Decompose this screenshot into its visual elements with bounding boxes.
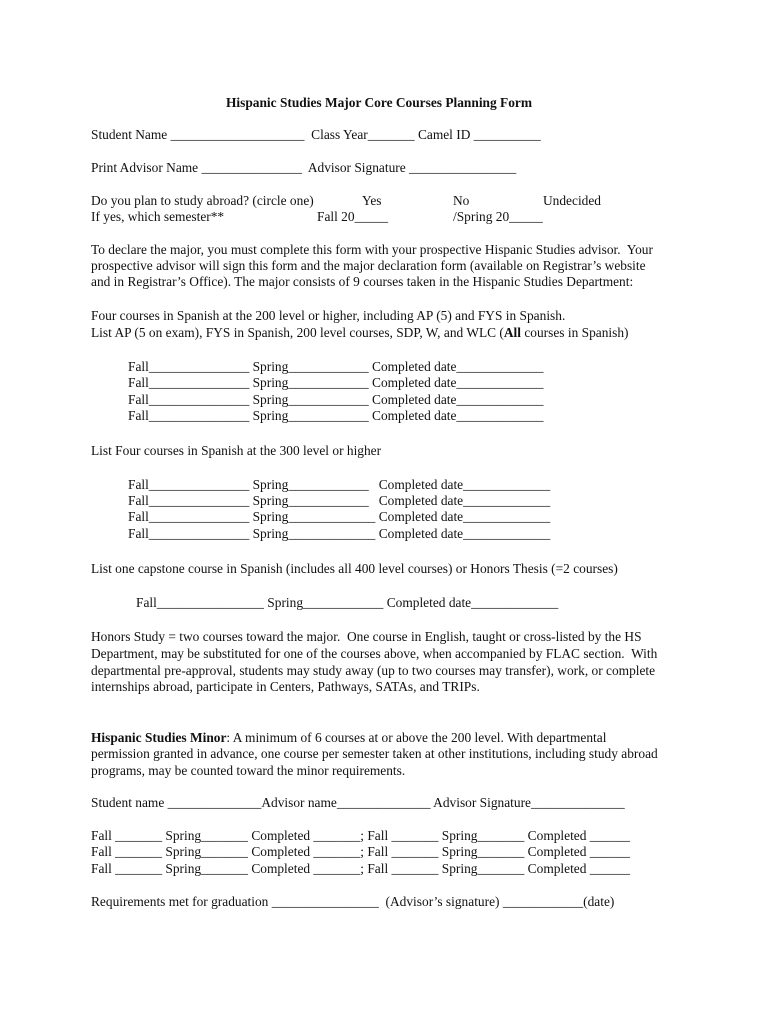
level-200-row: Fall_______________ Spring____________ Completed date_____________ [128, 392, 544, 407]
minor-course-row: Fall _______ Spring_______ Completed _______; Fall _______ Spring_______ Completed ______ [91, 844, 630, 859]
intro-line-1: To declare the major, you must complete this form with your prospective Hispanic Studies advisor. Your [91, 242, 653, 257]
level-200-instructions-bold: All [503, 325, 521, 340]
abroad-question: Do you plan to study abroad? (circle one) [91, 193, 314, 208]
requirements-line: Requirements met for graduation ________________ (Advisor’s signature) ____________(date) [91, 894, 615, 909]
level-200-row: Fall_______________ Spring____________ Completed date_____________ [128, 359, 544, 374]
capstone-row: Fall________________ Spring____________ Completed date_____________ [136, 595, 559, 610]
level-200-instructions-pre: List AP (5 on exam), FYS in Spanish, 200 level courses, SDP, W, and WLC ( [91, 325, 504, 340]
minor-course-row: Fall _______ Spring_______ Completed _______; Fall _______ Spring_______ Completed ______ [91, 828, 630, 843]
minor-names-line: Student name ______________Advisor name______________ Advisor Signature______________ [91, 795, 625, 810]
minor-line-1-rest: : A minimum of 6 courses at or above the 200 level. With departmental [226, 730, 607, 745]
abroad-option-yes: Yes [362, 193, 382, 208]
intro-line-3: and in Registrar’s Office). The major consists of 9 courses taken in the Hispanic Studies Department: [91, 274, 634, 289]
advisor-info-line: Print Advisor Name _______________ Advisor Signature ________________ [91, 160, 517, 175]
capstone-heading: List one capstone course in Spanish (includes all 400 level courses) or Honors Thesis (=2 courses) [91, 561, 618, 576]
level-300-row: Fall_______________ Spring_____________ Completed date_____________ [128, 509, 551, 524]
level-300-row: Fall_______________ Spring_____________ Completed date_____________ [128, 526, 551, 541]
level-200-heading: Four courses in Spanish at the 200 level or higher, including AP (5) and FYS in Spanish. [91, 308, 566, 323]
abroad-fall: Fall 20_____ [317, 209, 389, 224]
level-200-row: Fall_______________ Spring____________ Completed date_____________ [128, 375, 544, 390]
intro-line-2: prospective advisor will sign this form and the major declaration form (available on Registrar’s website [91, 258, 646, 273]
honors-line-4: internships abroad, participate in Centers, Pathways, SATAs, and TRIPs. [91, 679, 480, 694]
level-200-row: Fall_______________ Spring____________ Completed date_____________ [128, 408, 544, 423]
minor-line-1 [91, 730, 606, 746]
abroad-option-undecided: Undecided [543, 193, 602, 208]
abroad-spring: /Spring 20_____ [453, 209, 543, 224]
abroad-option-no: No [453, 193, 470, 208]
honors-line-2: Department, may be substituted for one of the courses above, when accompanied by FLAC section. With [91, 646, 658, 661]
level-300-heading: List Four courses in Spanish at the 300 level or higher [91, 443, 382, 458]
level-200-instructions-post: courses in Spanish) [521, 325, 629, 340]
student-info-line: Student Name ____________________ Class Year_______ Camel ID __________ [91, 127, 541, 142]
minor-line-3: programs, may be counted toward the minor requirements. [91, 763, 406, 778]
level-200-instructions [91, 325, 629, 341]
minor-label: Hispanic Studies Minor [91, 730, 227, 745]
honors-line-3: departmental pre-approval, students may study away (up to two courses may transfer), work, or complete [91, 663, 656, 678]
minor-line-2: permission granted in advance, one course per semester taken at other institutions, including study abroad [91, 746, 658, 761]
minor-course-row: Fall _______ Spring_______ Completed _______; Fall _______ Spring_______ Completed ______ [91, 861, 630, 876]
abroad-semester-label: If yes, which semester** [91, 209, 225, 224]
level-300-row: Fall_______________ Spring____________ Completed date_____________ [128, 493, 551, 508]
level-300-row: Fall_______________ Spring____________ Completed date_____________ [128, 477, 551, 492]
honors-line-1: Honors Study = two courses toward the major. One course in English, taught or cross-listed by the HS [91, 629, 642, 644]
form-title: Hispanic Studies Major Core Courses Planning Form [226, 95, 533, 110]
